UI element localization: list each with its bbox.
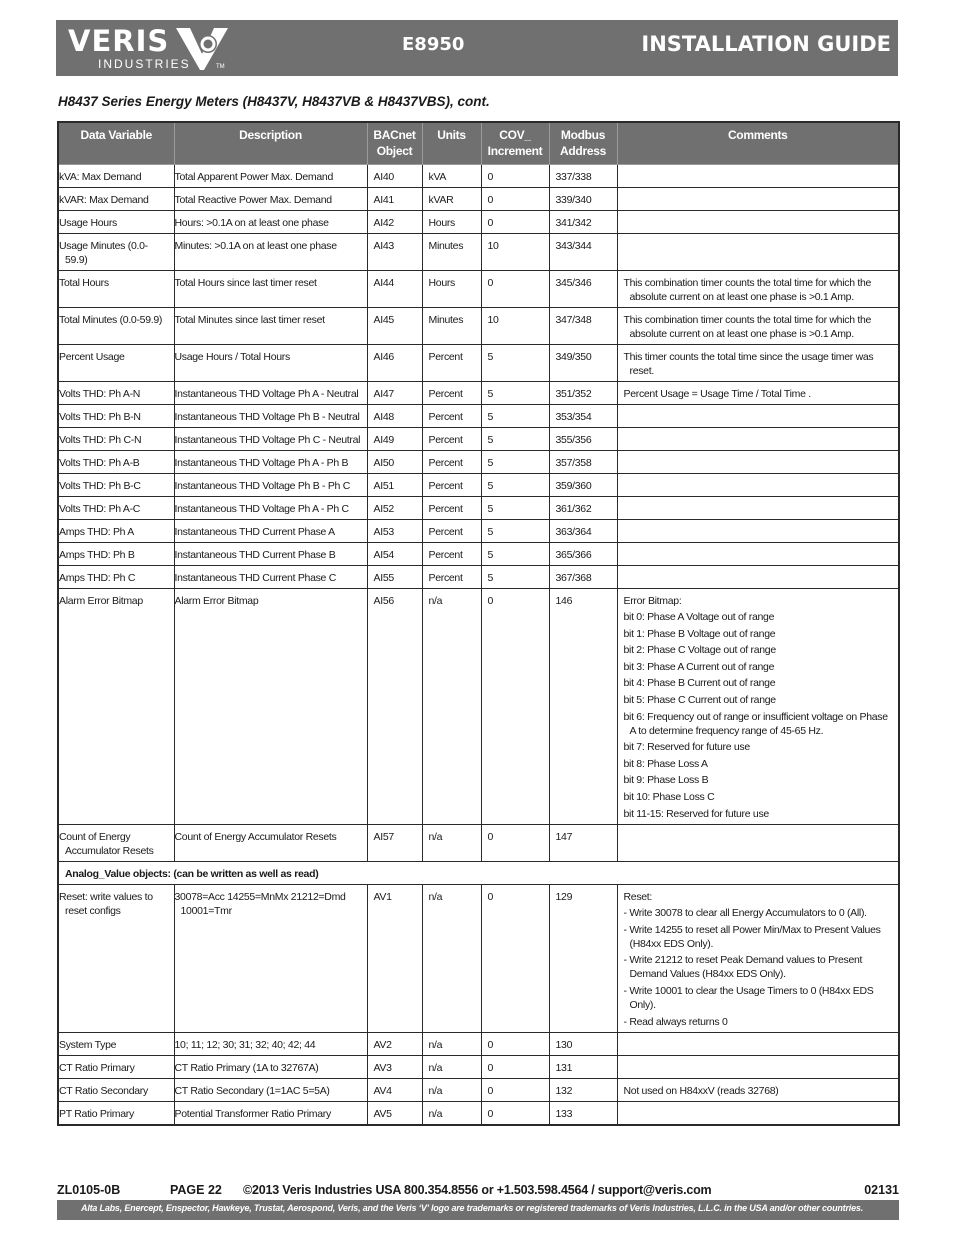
description-cell: Instantaneous THD Voltage Ph A - Ph B: [174, 450, 367, 473]
units-cell: n/a: [422, 824, 481, 861]
units-cell: Minutes: [422, 233, 481, 270]
cov-increment-cell: 0: [481, 210, 549, 233]
modbus-address-cell: 357/358: [549, 450, 617, 473]
table-row: [58, 1101, 899, 1125]
cov-increment-cell: 5: [481, 427, 549, 450]
table-row: [58, 588, 899, 824]
modbus-address-cell: 337/338: [549, 164, 617, 187]
bacnet-object-cell: AI40: [367, 164, 422, 187]
cov-increment-cell: 5: [481, 381, 549, 404]
units-cell: Percent: [422, 542, 481, 565]
comments-cell: [617, 496, 899, 519]
bacnet-object-cell: AI48: [367, 404, 422, 427]
description-cell: Instantaneous THD Voltage Ph A - Ph C: [174, 496, 367, 519]
data-variable-cell: Amps THD: Ph B: [58, 542, 174, 565]
comments-cell: [617, 565, 899, 588]
description-cell: Instantaneous THD Current Phase C: [174, 565, 367, 588]
document-type: INSTALLATION GUIDE: [641, 32, 891, 56]
table-row: [58, 1032, 899, 1055]
bacnet-object-cell: AI54: [367, 542, 422, 565]
comment-line: bit 6: Frequency out of range or insufficient voltage on Phase A to determine frequency range of 45-65 Hz.: [623, 710, 888, 737]
bacnet-object-cell: AI45: [367, 307, 422, 344]
table-row: [58, 233, 899, 270]
modbus-address-cell: 367/368: [549, 565, 617, 588]
units-cell: Percent: [422, 496, 481, 519]
bacnet-object-cell: AI43: [367, 233, 422, 270]
comments-cell: [617, 164, 899, 187]
units-cell: Percent: [422, 450, 481, 473]
modbus-address-cell: 132: [549, 1078, 617, 1101]
col-header-cov-increment: COV_ Increment: [481, 122, 549, 164]
table-row: [58, 473, 899, 496]
table-row: [58, 884, 899, 1032]
comment-line: Error Bitmap:: [623, 594, 682, 607]
table-row: [58, 381, 899, 404]
bacnet-object-cell: AI41: [367, 187, 422, 210]
logo-wordmark: VERIS: [68, 24, 170, 58]
modbus-address-cell: 363/364: [549, 519, 617, 542]
comment-line: bit 9: Phase Loss B: [623, 774, 709, 787]
comments-cell: [617, 450, 899, 473]
table-row: [58, 427, 899, 450]
comments-cell: [617, 427, 899, 450]
description-cell: CT Ratio Secondary (1=1AC 5=5A): [174, 1078, 367, 1101]
table-row: [58, 1055, 899, 1078]
modbus-address-cell: 359/360: [549, 473, 617, 496]
data-variable-cell: Usage Minutes (0.0-59.9): [58, 233, 174, 270]
col-header-modbus-address: Modbus Address: [549, 122, 617, 164]
table-row: [58, 565, 899, 588]
col-header-data-variable: Data Variable: [58, 122, 174, 164]
table-row: [58, 270, 899, 307]
cov-increment-cell: 5: [481, 542, 549, 565]
cov-increment-cell: 5: [481, 473, 549, 496]
bacnet-object-cell: AI52: [367, 496, 422, 519]
data-variable-cell: CT Ratio Secondary: [58, 1078, 174, 1101]
data-variable-cell: kVA: Max Demand: [58, 164, 174, 187]
bacnet-object-cell: AI44: [367, 270, 422, 307]
comments-cell: [617, 1032, 899, 1055]
data-variable-cell: Volts THD: Ph A-B: [58, 450, 174, 473]
section-label: Analog_Value objects: (can be written as well as read): [58, 861, 899, 884]
table-row: [58, 450, 899, 473]
description-cell: Total Apparent Power Max. Demand: [174, 164, 367, 187]
table-row: [58, 344, 899, 381]
cov-increment-cell: 0: [481, 1101, 549, 1125]
table-row: [58, 164, 899, 187]
comments-cell: [617, 542, 899, 565]
description-cell: 30078=Acc 14255=MnMx 21212=Dmd 10001=Tmr: [174, 884, 367, 1032]
bacnet-object-cell: AI42: [367, 210, 422, 233]
revision-code: 02131: [864, 1183, 899, 1197]
comment-line: - Write 14255 to reset all Power Min/Max to Present Values (H84xx EDS Only).: [623, 923, 881, 950]
description-cell: Instantaneous THD Current Phase B: [174, 542, 367, 565]
comment-line: bit 1: Phase B Voltage out of range: [623, 627, 776, 640]
modbus-address-cell: 343/344: [549, 233, 617, 270]
comment-line: This combination timer counts the total time for which the absolute current on at least one phase is >0.1 Amp.: [623, 276, 872, 303]
description-cell: Potential Transformer Ratio Primary: [174, 1101, 367, 1125]
model-number: E8950: [402, 34, 465, 55]
bacnet-object-cell: AV3: [367, 1055, 422, 1078]
comment-line: bit 10: Phase Loss C: [623, 791, 715, 804]
comments-cell: [617, 1078, 899, 1101]
bacnet-object-cell: AI56: [367, 588, 422, 824]
comment-line: Not used on H84xxV (reads 32768): [623, 1084, 779, 1097]
units-cell: Percent: [422, 344, 481, 381]
cov-increment-cell: 0: [481, 1032, 549, 1055]
description-cell: Minutes: >0.1A on at least one phase: [174, 233, 367, 270]
bacnet-object-cell: AV1: [367, 884, 422, 1032]
modbus-address-cell: 339/340: [549, 187, 617, 210]
copyright-contact: ©2013 Veris Industries USA 800.354.8556 or +1.503.598.4564 / support@veris.com: [243, 1183, 712, 1197]
table-row: [58, 210, 899, 233]
cov-increment-cell: 0: [481, 824, 549, 861]
units-cell: kVAR: [422, 187, 481, 210]
data-variable-cell: Volts THD: Ph B-C: [58, 473, 174, 496]
cov-increment-cell: 10: [481, 307, 549, 344]
comment-line: bit 4: Phase B Current out of range: [623, 677, 776, 690]
table-row: [58, 824, 899, 861]
modbus-address-cell: 349/350: [549, 344, 617, 381]
modbus-address-cell: 347/348: [549, 307, 617, 344]
comment-line: bit 0: Phase A Voltage out of range: [623, 611, 775, 624]
data-variable-cell: System Type: [58, 1032, 174, 1055]
units-cell: Hours: [422, 270, 481, 307]
units-cell: n/a: [422, 588, 481, 824]
col-header-bacnet-object: BACnet Object: [367, 122, 422, 164]
comments-cell: [617, 233, 899, 270]
modbus-address-cell: 133: [549, 1101, 617, 1125]
units-cell: n/a: [422, 1055, 481, 1078]
comments-cell: [617, 210, 899, 233]
bacnet-object-cell: AI51: [367, 473, 422, 496]
bacnet-object-cell: AI46: [367, 344, 422, 381]
comments-cell: [617, 344, 899, 381]
units-cell: n/a: [422, 884, 481, 1032]
veris-logo: [56, 20, 236, 76]
comment-line: bit 5: Phase C Current out of range: [623, 694, 776, 707]
modbus-address-cell: 129: [549, 884, 617, 1032]
cov-increment-cell: 5: [481, 404, 549, 427]
cov-increment-cell: 0: [481, 270, 549, 307]
data-variable-cell: Percent Usage: [58, 344, 174, 381]
modbus-address-cell: 355/356: [549, 427, 617, 450]
data-variable-cell: Volts THD: Ph A-C: [58, 496, 174, 519]
description-cell: Count of Energy Accumulator Resets: [174, 824, 367, 861]
comment-line: - Write 10001 to clear the Usage Timers to 0 (H84xx EDS Only).: [623, 985, 874, 1011]
units-cell: kVA: [422, 164, 481, 187]
cov-increment-cell: 0: [481, 884, 549, 1032]
table-row: [58, 1078, 899, 1101]
data-variable-cell: Reset: write values to reset configs: [58, 884, 174, 1032]
bacnet-object-cell: AV2: [367, 1032, 422, 1055]
modbus-address-cell: 361/362: [549, 496, 617, 519]
document-number: ZL0105-0B: [57, 1183, 121, 1197]
section-subtitle: H8437 Series Energy Meters (H8437V, H8437VB & H8437VBS), cont.: [58, 94, 490, 109]
units-cell: n/a: [422, 1032, 481, 1055]
data-variable-cell: Volts THD: Ph C-N: [58, 427, 174, 450]
comment-line: bit 7: Reserved for future use: [623, 741, 750, 754]
description-cell: 10; 11; 12; 30; 31; 32; 40; 42; 44: [174, 1032, 367, 1055]
comment-line: bit 3: Phase A Current out of range: [623, 660, 775, 673]
trademark-notice: Alta Labs, Enercept, Enspector, Hawkeye, Trustat, Aerospond, Veris, and the Veris ‘V’ logo are trademarks or registered trademarks of Veris Industries, L.L.C. in the USA and/or other countries.: [81, 1203, 863, 1213]
comment-line: Reset:: [623, 890, 653, 903]
bacnet-object-cell: AI47: [367, 381, 422, 404]
comments-cell: [617, 884, 899, 1032]
units-cell: Percent: [422, 381, 481, 404]
table-row: [58, 307, 899, 344]
description-cell: Instantaneous THD Voltage Ph B - Ph C: [174, 473, 367, 496]
comment-line: - Write 30078 to clear all Energy Accumulators to 0 (All).: [623, 907, 867, 920]
units-cell: Hours: [422, 210, 481, 233]
cov-increment-cell: 5: [481, 344, 549, 381]
description-cell: Hours: >0.1A on at least one phase: [174, 210, 367, 233]
section-row: [58, 861, 899, 884]
comment-line: - Read always returns 0: [623, 1015, 728, 1028]
units-cell: Percent: [422, 427, 481, 450]
modbus-address-cell: 341/342: [549, 210, 617, 233]
units-cell: Minutes: [422, 307, 481, 344]
modbus-address-cell: 130: [549, 1032, 617, 1055]
data-variable-cell: Total Minutes (0.0-59.9): [58, 307, 174, 344]
table-header-row: [58, 122, 899, 164]
data-variable-cell: Volts THD: Ph B-N: [58, 404, 174, 427]
cov-increment-cell: 10: [481, 233, 549, 270]
bacnet-object-cell: AI57: [367, 824, 422, 861]
data-variable-cell: kVAR: Max Demand: [58, 187, 174, 210]
comments-cell: [617, 270, 899, 307]
cov-increment-cell: 0: [481, 164, 549, 187]
description-cell: Alarm Error Bitmap: [174, 588, 367, 824]
description-cell: Instantaneous THD Voltage Ph B - Neutral: [174, 404, 367, 427]
units-cell: Percent: [422, 473, 481, 496]
col-header-units: Units: [422, 122, 481, 164]
cov-increment-cell: 5: [481, 519, 549, 542]
data-variable-cell: Total Hours: [58, 270, 174, 307]
page-header: [56, 20, 898, 76]
cov-increment-cell: 0: [481, 588, 549, 824]
logo-subtext: INDUSTRIES: [98, 57, 191, 71]
description-cell: Instantaneous THD Current Phase A: [174, 519, 367, 542]
modbus-address-cell: 147: [549, 824, 617, 861]
col-header-comments: Comments: [617, 122, 899, 164]
data-variable-cell: Alarm Error Bitmap: [58, 588, 174, 824]
comment-line: Percent Usage = Usage Time / Total Time .: [623, 387, 811, 400]
comments-cell: [617, 187, 899, 210]
data-variable-cell: CT Ratio Primary: [58, 1055, 174, 1078]
comments-cell: [617, 824, 899, 861]
cov-increment-cell: 5: [481, 450, 549, 473]
bacnet-object-cell: AI55: [367, 565, 422, 588]
data-variable-cell: Count of Energy Accumulator Resets: [58, 824, 174, 861]
bacnet-object-cell: AI53: [367, 519, 422, 542]
trademark-bar: [57, 1200, 899, 1220]
comment-line: This timer counts the total time since the usage timer was reset.: [623, 350, 874, 377]
comments-cell: [617, 519, 899, 542]
cov-increment-cell: 5: [481, 496, 549, 519]
table-row: [58, 187, 899, 210]
description-cell: Usage Hours / Total Hours: [174, 344, 367, 381]
table-row: [58, 519, 899, 542]
description-cell: Total Hours since last timer reset: [174, 270, 367, 307]
data-variable-cell: Volts THD: Ph A-N: [58, 381, 174, 404]
modbus-address-cell: 146: [549, 588, 617, 824]
description-cell: CT Ratio Primary (1A to 32767A): [174, 1055, 367, 1078]
col-header-description: Description: [174, 122, 367, 164]
description-cell: Total Minutes since last timer reset: [174, 307, 367, 344]
table-row: [58, 404, 899, 427]
units-cell: Percent: [422, 519, 481, 542]
comment-line: This combination timer counts the total time for which the absolute current on at least one phase is >0.1 Amp.: [623, 313, 872, 340]
units-cell: n/a: [422, 1101, 481, 1125]
comment-line: bit 2: Phase C Voltage out of range: [623, 644, 776, 657]
data-variable-cell: Amps THD: Ph C: [58, 565, 174, 588]
modbus-address-cell: 353/354: [549, 404, 617, 427]
comment-line: bit 8: Phase Loss A: [623, 757, 708, 770]
description-cell: Instantaneous THD Voltage Ph C - Neutral: [174, 427, 367, 450]
bacnet-object-cell: AI50: [367, 450, 422, 473]
table-row: [58, 496, 899, 519]
bacnet-object-cell: AV5: [367, 1101, 422, 1125]
data-variable-cell: Usage Hours: [58, 210, 174, 233]
units-cell: n/a: [422, 1078, 481, 1101]
comments-cell: [617, 381, 899, 404]
comment-line: - Write 21212 to reset Peak Demand values to Present Demand Values (H84xx EDS Only).: [623, 954, 863, 981]
description-cell: Total Reactive Power Max. Demand: [174, 187, 367, 210]
modbus-address-cell: 351/352: [549, 381, 617, 404]
comments-cell: [617, 1101, 899, 1125]
comments-cell: [617, 1055, 899, 1078]
modbus-address-cell: 131: [549, 1055, 617, 1078]
units-cell: Percent: [422, 565, 481, 588]
cov-increment-cell: 0: [481, 187, 549, 210]
page-footer: [57, 1183, 899, 1200]
comments-cell: [617, 588, 899, 824]
table-row: [58, 542, 899, 565]
logo-trademark: TM: [216, 64, 225, 70]
data-variable-cell: PT Ratio Primary: [58, 1101, 174, 1125]
comment-line: bit 11-15: Reserved for future use: [623, 807, 769, 820]
comments-cell: [617, 473, 899, 496]
comments-cell: [617, 307, 899, 344]
units-cell: Percent: [422, 404, 481, 427]
data-variable-table: [57, 121, 900, 1126]
bacnet-object-cell: AI49: [367, 427, 422, 450]
modbus-address-cell: 365/366: [549, 542, 617, 565]
cov-increment-cell: 5: [481, 565, 549, 588]
data-variable-cell: Amps THD: Ph A: [58, 519, 174, 542]
comments-cell: [617, 404, 899, 427]
cov-increment-cell: 0: [481, 1078, 549, 1101]
description-cell: Instantaneous THD Voltage Ph A - Neutral: [174, 381, 367, 404]
modbus-address-cell: 345/346: [549, 270, 617, 307]
page-number: PAGE 22: [170, 1183, 222, 1197]
bacnet-object-cell: AV4: [367, 1078, 422, 1101]
cov-increment-cell: 0: [481, 1055, 549, 1078]
